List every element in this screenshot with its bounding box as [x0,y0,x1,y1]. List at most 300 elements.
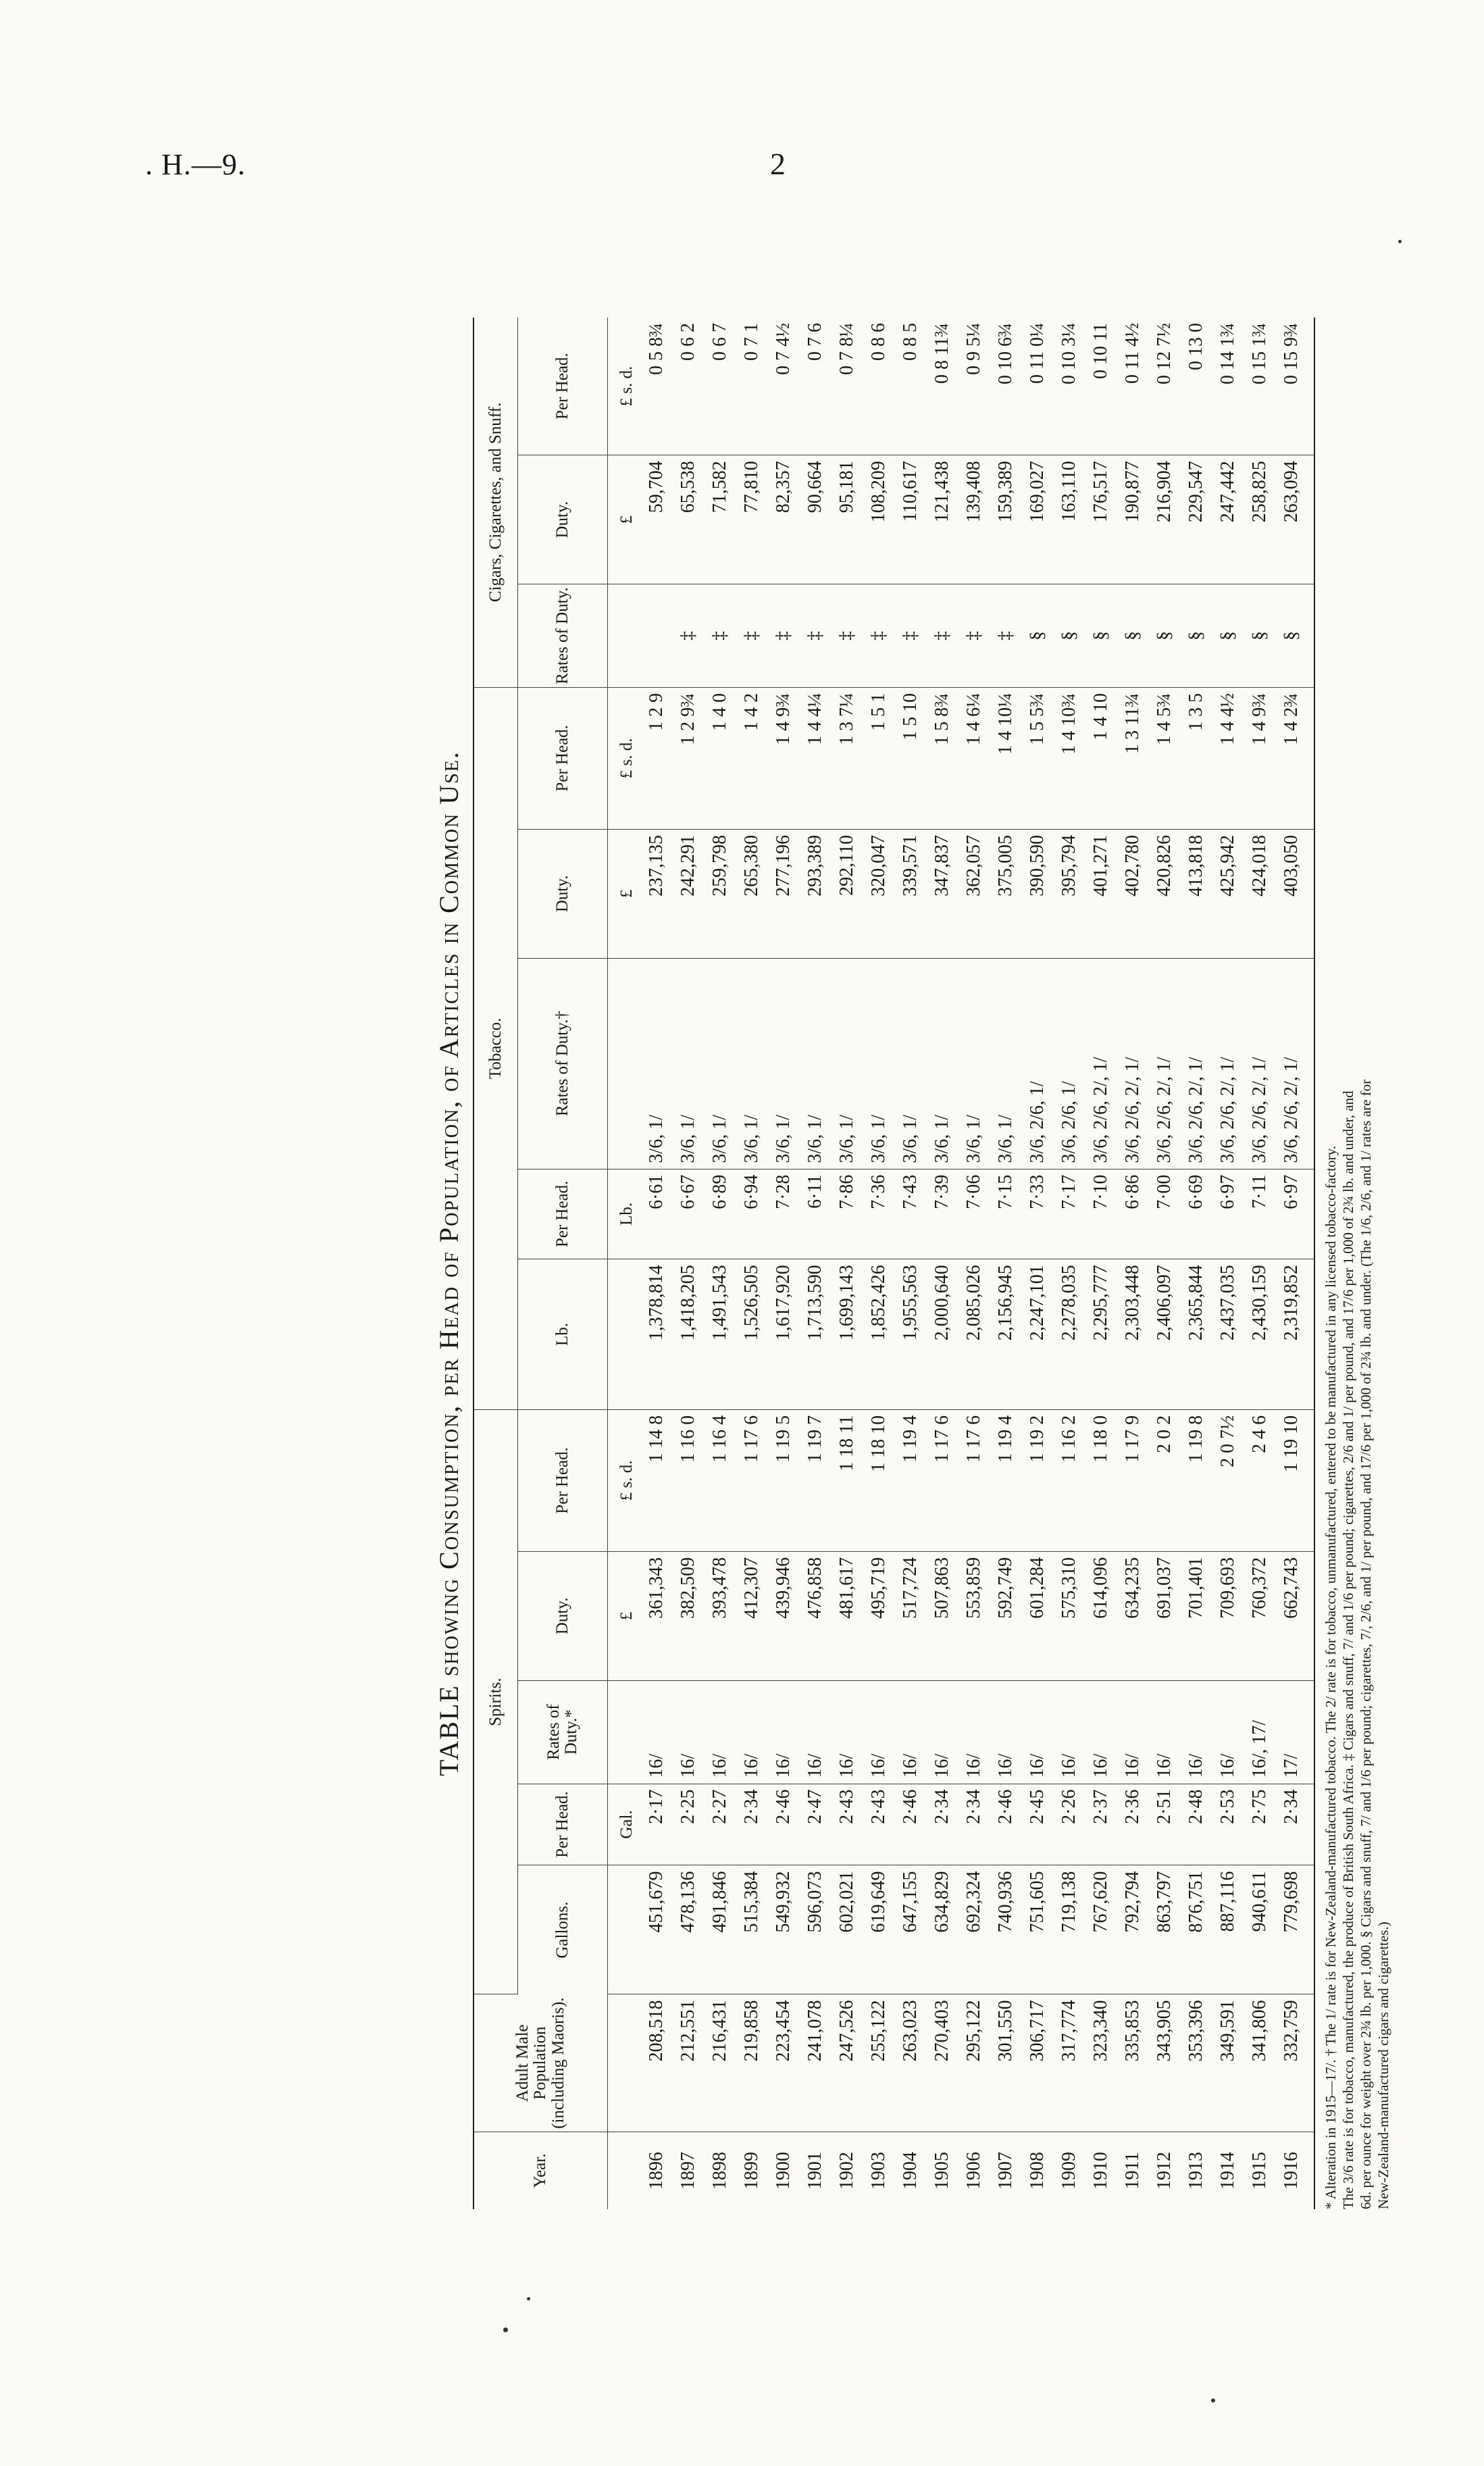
row-tobacco-lb-per-head: 6·11 [799,1169,831,1259]
row-tobacco-lb: 2,430,159 [1244,1259,1275,1410]
unit-pound: £ [608,1551,641,1680]
row-spirits-duty: 601,284 [1021,1551,1053,1680]
row-tobacco-lb: 2,437,035 [1212,1259,1244,1410]
row-cigars-duty: 229,547 [1180,455,1212,584]
col-cigars-duty: Duty. [518,455,608,584]
row-tobacco-lb-per-head: 7·39 [926,1169,958,1259]
row-gallons-per-head: 2·25 [672,1784,704,1865]
row-spirits-rate: 16/ [831,1680,863,1784]
row-spirits-per-head: 1 14 8 [640,1409,672,1551]
row-spirits-duty: 662,743 [1275,1551,1314,1680]
row-population: 306,717 [1021,1994,1053,2132]
row-population: 332,759 [1275,1994,1314,2132]
row-tobacco-lb-per-head: 7·36 [863,1169,894,1259]
row-spirits-per-head: 1 17 6 [926,1409,958,1551]
row-tobacco-lb: 1,617,920 [767,1259,799,1410]
row-tobacco-lb: 2,085,026 [958,1259,990,1410]
footnotes [1322,318,1392,2209]
row-tobacco-lb-per-head: 7·28 [767,1169,799,1259]
row-gallons: 515,384 [736,1865,767,1994]
row-tobacco-lb-per-head: 7·11 [1244,1169,1275,1259]
row-tobacco-rate: 3/6, 1/ [894,958,926,1169]
row-spirits-per-head: 1 18 11 [831,1409,863,1551]
row-tobacco-lb-per-head: 6·94 [736,1169,767,1259]
row-cigars-per-head: 0 10 11 [1085,318,1117,455]
row-tobacco-rate: 3/6, 1/ [990,958,1021,1169]
row-gallons: 647,155 [894,1865,926,1994]
row-population: 335,853 [1117,1994,1148,2132]
row-year: 1905 [931,2151,952,2190]
row-tobacco-per-head: 1 4 10 [1085,687,1117,829]
row-tobacco-rate: 3/6, 2/6, 1/ [1021,958,1053,1169]
row-tobacco-rate: 3/6, 2/6, 2/, 1/ [1117,958,1148,1169]
row-tobacco-per-head: 1 3 5 [1180,687,1212,829]
row-population: 241,078 [799,1994,831,2132]
row-tobacco-duty: 293,389 [799,829,831,958]
page-series: . H.—9. [145,148,246,181]
row-tobacco-lb-per-head: 6·89 [704,1169,736,1259]
row-tobacco-lb-per-head: 7·17 [1053,1169,1085,1259]
row-tobacco-duty: 402,780 [1117,829,1148,958]
row-spirits-per-head: 2 0 2 [1148,1409,1180,1551]
row-spirits-per-head: 1 17 9 [1117,1409,1148,1551]
row-spirits-rate: 16/ [767,1680,799,1784]
row-cigars-duty: 247,442 [1212,455,1244,584]
row-cigars-per-head: 0 6 2 [672,318,704,455]
row-gallons-per-head: 2·45 [1021,1784,1053,1865]
row-tobacco-rate: 3/6, 1/ [863,958,894,1169]
unit-lsd: £ s. d. [608,687,641,829]
row-gallons: 779,698 [1275,1865,1314,1994]
unit-lsd: £ s. d. [608,1409,641,1551]
row-population: 295,122 [958,1994,990,2132]
row-cigars-rate: ‡ [863,584,894,688]
row-cigars-duty: 190,877 [1117,455,1148,584]
rotated-table-block [432,318,1466,2209]
row-cigars-per-head: 0 9 5¼ [958,318,990,455]
row-year: 1912 [1154,2151,1175,2190]
row-spirits-rate: 16/ [799,1680,831,1784]
row-cigars-rate [640,584,672,688]
row-year: 1913 [1185,2151,1206,2190]
row-cigars-rate: ‡ [990,584,1021,688]
print-speck [1398,240,1402,243]
row-spirits-rate: 16/, 17/ [1244,1680,1275,1784]
row-spirits-per-head: 1 16 4 [704,1409,736,1551]
title-text: showing Consumption, per Head of Population, of Articles in Common Use. [434,751,464,1677]
table-row [640,318,672,2209]
row-spirits-duty: 393,478 [704,1551,736,1680]
row-cigars-duty: 82,357 [767,455,799,584]
row-spirits-duty: 439,946 [767,1551,799,1680]
row-population: 353,396 [1180,1994,1212,2132]
row-cigars-per-head: 0 12 7½ [1148,318,1180,455]
table-row [894,318,926,2209]
row-spirits-rate: 16/ [1212,1680,1244,1784]
print-speck [1211,2398,1215,2402]
row-cigars-rate: § [1244,584,1275,688]
table-row [1085,318,1117,2209]
row-cigars-duty: 263,094 [1275,455,1314,584]
row-population: 216,431 [704,1994,736,2132]
col-tobacco-lb: Lb. [518,1259,608,1410]
row-population: 255,122 [863,1994,894,2132]
row-tobacco-lb: 2,000,640 [926,1259,958,1410]
col-spirits-duty: Duty. [518,1551,608,1680]
table-row [799,318,831,2209]
row-tobacco-duty: 347,837 [926,829,958,958]
row-spirits-per-head: 1 19 7 [799,1409,831,1551]
row-tobacco-per-head: 1 4 2 [736,687,767,829]
row-gallons: 596,073 [799,1865,831,1994]
row-population: 247,526 [831,1994,863,2132]
row-tobacco-duty: 424,018 [1244,829,1275,958]
row-gallons-per-head: 2·34 [958,1784,990,1865]
table-row [767,318,799,2209]
row-spirits-per-head: 1 16 2 [1053,1409,1085,1551]
row-spirits-per-head: 1 19 4 [990,1409,1021,1551]
row-population: 219,858 [736,1994,767,2132]
row-cigars-rate: § [1180,584,1212,688]
row-gallons: 887,116 [1212,1865,1244,1994]
row-tobacco-duty: 413,818 [1180,829,1212,958]
table-row [863,318,894,2209]
row-tobacco-rate: 3/6, 1/ [926,958,958,1169]
row-cigars-rate: ‡ [767,584,799,688]
row-population: 270,403 [926,1994,958,2132]
row-cigars-rate: § [1117,584,1148,688]
row-year: 1900 [773,2151,794,2190]
table-row [958,318,990,2209]
row-spirits-duty: 412,307 [736,1551,767,1680]
group-spirits: Spirits. [474,1409,518,1994]
row-spirits-per-head: 1 18 10 [863,1409,894,1551]
row-cigars-rate: § [1053,584,1085,688]
consumption-table [473,318,1315,2209]
row-tobacco-lb: 1,699,143 [831,1259,863,1410]
row-tobacco-per-head: 1 4 4¼ [799,687,831,829]
row-year: 1909 [1058,2151,1079,2190]
row-tobacco-rate: 3/6, 1/ [831,958,863,1169]
row-gallons: 491,846 [704,1865,736,1994]
row-spirits-duty: 361,343 [640,1551,672,1680]
row-cigars-duty: 163,110 [1053,455,1085,584]
row-tobacco-lb: 1,713,590 [799,1259,831,1410]
row-tobacco-lb-per-head: 7·00 [1148,1169,1180,1259]
row-tobacco-duty: 265,380 [736,829,767,958]
row-tobacco-lb: 1,378,814 [640,1259,672,1410]
row-tobacco-rate: 3/6, 2/6, 2/, 1/ [1085,958,1117,1169]
row-cigars-rate: ‡ [894,584,926,688]
row-tobacco-duty: 277,196 [767,829,799,958]
row-year: 1908 [1027,2151,1048,2190]
units-row [608,318,641,2209]
row-gallons-per-head: 2·34 [1275,1784,1314,1865]
table-row [926,318,958,2209]
row-cigars-per-head: 0 11 0¼ [1021,318,1053,455]
col-tobacco-per-head: Per Head. [518,687,608,829]
row-year: 1899 [741,2151,762,2190]
row-year: 1915 [1249,2151,1270,2190]
footnote-line: New-Zealand-manufactured cigars and cigarettes.) [1375,1921,1391,2209]
row-gallons-per-head: 2·46 [894,1784,926,1865]
row-spirits-per-head: 1 19 2 [1021,1409,1053,1551]
row-tobacco-lb: 2,365,844 [1180,1259,1212,1410]
row-tobacco-per-head: 1 3 11¾ [1117,687,1148,829]
row-tobacco-rate: 3/6, 2/6, 2/, 1/ [1244,958,1275,1169]
row-spirits-duty: 634,235 [1117,1551,1148,1680]
row-tobacco-lb: 1,955,563 [894,1259,926,1410]
row-gallons-per-head: 2·48 [1180,1784,1212,1865]
table-row [1212,318,1244,2209]
unit-pound: £ [608,455,641,584]
row-population: 223,454 [767,1994,799,2132]
row-tobacco-lb-per-head: 6·86 [1117,1169,1148,1259]
row-tobacco-rate: 3/6, 2/6, 2/, 1/ [1275,958,1314,1169]
row-population: 323,340 [1085,1994,1117,2132]
row-tobacco-duty: 375,005 [990,829,1021,958]
row-tobacco-duty: 237,135 [640,829,672,958]
row-cigars-duty: 121,438 [926,455,958,584]
row-cigars-rate: § [1148,584,1180,688]
row-tobacco-duty: 242,291 [672,829,704,958]
col-gallons: Gallons. [518,1865,608,1994]
row-tobacco-lb-per-head: 6·97 [1275,1169,1314,1259]
row-cigars-duty: 110,617 [894,455,926,584]
row-spirits-duty: 553,859 [958,1551,990,1680]
row-spirits-rate: 16/ [1148,1680,1180,1784]
footnote-line: The 3/6 rate is for tobacco, manufactured, the produce of British South Africa. ‡ Cigars and snuff, 7/ and 1/6 per pound; cigarettes, 2/6 and 1/ per pound, and 17/6 per 1,000 of 2¾ lb. and under, and [1340,1090,1356,2209]
col-tobacco-per-head-lb: Per Head. [518,1169,608,1259]
footnote-line: 6d. per ounce for weight over 2¾ lb. per 1,000. § Cigars and snuff, 7/ and 1/6 per pound; cigarettes, 7/, 2/6, and 1/ per pound, and 17/6 per 1,000 of 2¾ lb. and under. (The 1/6, 2/6, and 1/ rates are for [1358,1079,1374,2209]
col-year: Year. [474,2132,608,2209]
row-spirits-per-head: 1 17 6 [958,1409,990,1551]
table-row [831,318,863,2209]
row-gallons: 940,611 [1244,1865,1275,1994]
row-gallons: 751,605 [1021,1865,1053,1994]
row-spirits-rate: 17/ [1275,1680,1314,1784]
row-population: 341,806 [1244,1994,1275,2132]
row-spirits-duty: 709,693 [1212,1551,1244,1680]
row-cigars-rate: § [1021,584,1053,688]
row-tobacco-lb: 1,418,205 [672,1259,704,1410]
row-gallons-per-head: 2·26 [1053,1784,1085,1865]
col-tobacco-rates: Rates of Duty.† [518,958,608,1169]
row-gallons-per-head: 2·27 [704,1784,736,1865]
row-cigars-per-head: 0 11 4½ [1117,318,1148,455]
row-tobacco-rate: 3/6, 1/ [767,958,799,1169]
row-spirits-per-head: 1 19 5 [767,1409,799,1551]
row-tobacco-lb-per-head: 6·61 [640,1169,672,1259]
row-tobacco-rate: 3/6, 1/ [958,958,990,1169]
row-population: 349,591 [1212,1994,1244,2132]
row-spirits-duty: 614,096 [1085,1551,1117,1680]
row-tobacco-lb: 1,526,505 [736,1259,767,1410]
row-tobacco-lb: 2,319,852 [1275,1259,1314,1410]
row-cigars-duty: 65,538 [672,455,704,584]
row-tobacco-duty: 390,590 [1021,829,1053,958]
row-tobacco-rate: 3/6, 1/ [704,958,736,1169]
row-cigars-per-head: 0 10 3¼ [1053,318,1085,455]
row-tobacco-duty: 425,942 [1212,829,1244,958]
col-spirits-per-head-gal: Per Head. [518,1784,608,1865]
row-cigars-rate: ‡ [672,584,704,688]
row-tobacco-duty: 420,826 [1148,829,1180,958]
col-cigars-per-head: Per Head. [518,318,608,455]
row-tobacco-per-head: 1 4 9¾ [1244,687,1275,829]
row-tobacco-lb: 2,406,097 [1148,1259,1180,1410]
row-gallons: 719,138 [1053,1865,1085,1994]
row-gallons-per-head: 2·51 [1148,1784,1180,1865]
row-gallons: 692,324 [958,1865,990,1994]
row-year: 1916 [1281,2151,1302,2190]
unit-lb: Lb. [608,1169,641,1259]
row-spirits-rate: 16/ [958,1680,990,1784]
row-cigars-per-head: 0 10 6¾ [990,318,1021,455]
row-spirits-rate: 16/ [704,1680,736,1784]
table-row [1021,318,1053,2209]
row-cigars-per-head: 0 6 7 [704,318,736,455]
row-year: 1904 [900,2151,921,2190]
row-cigars-per-head: 0 7 4½ [767,318,799,455]
row-gallons: 478,136 [672,1865,704,1994]
table-row [1053,318,1085,2209]
row-spirits-duty: 495,719 [863,1551,894,1680]
row-tobacco-rate: 3/6, 1/ [799,958,831,1169]
table-row [1148,318,1180,2209]
row-spirits-rate: 16/ [990,1680,1021,1784]
col-tobacco-duty: Duty. [518,829,608,958]
col-population: Adult Male Population (including Maoris). [474,1994,608,2132]
row-cigars-duty: 108,209 [863,455,894,584]
row-spirits-rate: 16/ [894,1680,926,1784]
col-cigars-rates: Rates of Duty. [518,584,608,688]
row-spirits-rate: 16/ [926,1680,958,1784]
row-cigars-duty: 90,664 [799,455,831,584]
row-year: 1906 [963,2151,984,2190]
row-cigars-per-head: 0 8 11¾ [926,318,958,455]
row-gallons-per-head: 2·46 [990,1784,1021,1865]
row-cigars-duty: 77,810 [736,455,767,584]
row-tobacco-lb-per-head: 7·15 [990,1169,1021,1259]
row-cigars-per-head: 0 13 0 [1180,318,1212,455]
row-gallons-per-head: 2·34 [736,1784,767,1865]
row-tobacco-lb: 2,278,035 [1053,1259,1085,1410]
group-cigars: Cigars, Cigarettes, and Snuff. [474,318,518,687]
row-tobacco-per-head: 1 4 10¾ [1053,687,1085,829]
row-spirits-duty: 592,749 [990,1551,1021,1680]
row-spirits-duty: 701,401 [1180,1551,1212,1680]
row-gallons: 451,679 [640,1865,672,1994]
row-population: 212,551 [672,1994,704,2132]
row-tobacco-per-head: 1 4 6¼ [958,687,990,829]
table-row [704,318,736,2209]
row-gallons-per-head: 2·34 [926,1784,958,1865]
row-tobacco-duty: 320,047 [863,829,894,958]
row-tobacco-duty: 259,798 [704,829,736,958]
row-tobacco-lb: 2,303,448 [1117,1259,1148,1410]
unit-pound: £ [608,829,641,958]
row-spirits-rate: 16/ [1180,1680,1212,1784]
row-cigars-duty: 71,582 [704,455,736,584]
row-tobacco-per-head: 1 4 2¾ [1275,687,1314,829]
row-cigars-per-head: 0 15 1¾ [1244,318,1275,455]
row-year: 1907 [995,2151,1016,2190]
title-prefix: TABLE [434,1684,464,1776]
row-cigars-rate: § [1085,584,1117,688]
row-spirits-rate: 16/ [672,1680,704,1784]
row-cigars-rate: ‡ [831,584,863,688]
row-tobacco-lb: 2,156,945 [990,1259,1021,1410]
row-population: 301,550 [990,1994,1021,2132]
row-tobacco-duty: 362,057 [958,829,990,958]
row-cigars-duty: 159,389 [990,455,1021,584]
row-cigars-duty: 169,027 [1021,455,1053,584]
row-spirits-per-head: 1 19 4 [894,1409,926,1551]
row-tobacco-lb: 2,295,777 [1085,1259,1117,1410]
row-spirits-per-head: 1 16 0 [672,1409,704,1551]
row-population: 343,905 [1148,1994,1180,2132]
row-tobacco-lb-per-head: 6·97 [1212,1169,1244,1259]
row-cigars-rate: ‡ [926,584,958,688]
row-tobacco-per-head: 1 2 9¾ [672,687,704,829]
row-year: 1897 [677,2151,698,2190]
table-row [1180,318,1212,2209]
row-cigars-rate: ‡ [736,584,767,688]
row-spirits-per-head: 1 19 10 [1275,1409,1314,1551]
row-tobacco-per-head: 1 5 8¾ [926,687,958,829]
row-spirits-per-head: 2 0 7½ [1212,1409,1244,1551]
row-tobacco-per-head: 1 4 5¾ [1148,687,1180,829]
table-title [432,318,466,2209]
row-spirits-rate: 16/ [1117,1680,1148,1784]
row-tobacco-per-head: 1 5 1 [863,687,894,829]
row-gallons: 619,649 [863,1865,894,1994]
row-tobacco-per-head: 1 4 9¾ [767,687,799,829]
row-tobacco-lb-per-head: 7·33 [1021,1169,1053,1259]
row-gallons: 792,794 [1117,1865,1148,1994]
row-cigars-duty: 95,181 [831,455,863,584]
row-cigars-per-head: 0 7 1 [736,318,767,455]
row-gallons: 634,829 [926,1865,958,1994]
col-spirits-rates: Rates of Duty.* [518,1680,608,1784]
col-spirits-per-head: Per Head. [518,1409,608,1551]
row-tobacco-rate: 3/6, 2/6, 2/, 1/ [1148,958,1180,1169]
row-tobacco-rate: 3/6, 2/6, 2/, 1/ [1180,958,1212,1169]
row-cigars-rate: § [1212,584,1244,688]
row-tobacco-lb: 1,491,543 [704,1259,736,1410]
row-cigars-duty: 258,825 [1244,455,1275,584]
row-gallons-per-head: 2·17 [640,1784,672,1865]
row-tobacco-duty: 292,110 [831,829,863,958]
row-cigars-rate: ‡ [704,584,736,688]
row-tobacco-per-head: 1 2 9 [640,687,672,829]
row-year: 1910 [1090,2151,1111,2190]
row-spirits-duty: 691,037 [1148,1551,1180,1680]
table-row [736,318,767,2209]
row-cigars-per-head: 0 7 6 [799,318,831,455]
row-cigars-per-head: 0 15 9¾ [1275,318,1314,455]
row-spirits-duty: 760,372 [1244,1551,1275,1680]
row-tobacco-per-head: 1 5 5¾ [1021,687,1053,829]
row-tobacco-rate: 3/6, 1/ [736,958,767,1169]
row-tobacco-rate: 3/6, 1/ [640,958,672,1169]
row-gallons-per-head: 2·47 [799,1784,831,1865]
row-spirits-per-head: 1 19 8 [1180,1409,1212,1551]
print-speck [527,2297,530,2300]
unit-lsd: £ s. d. [608,318,641,455]
row-tobacco-lb-per-head: 6·69 [1180,1169,1212,1259]
